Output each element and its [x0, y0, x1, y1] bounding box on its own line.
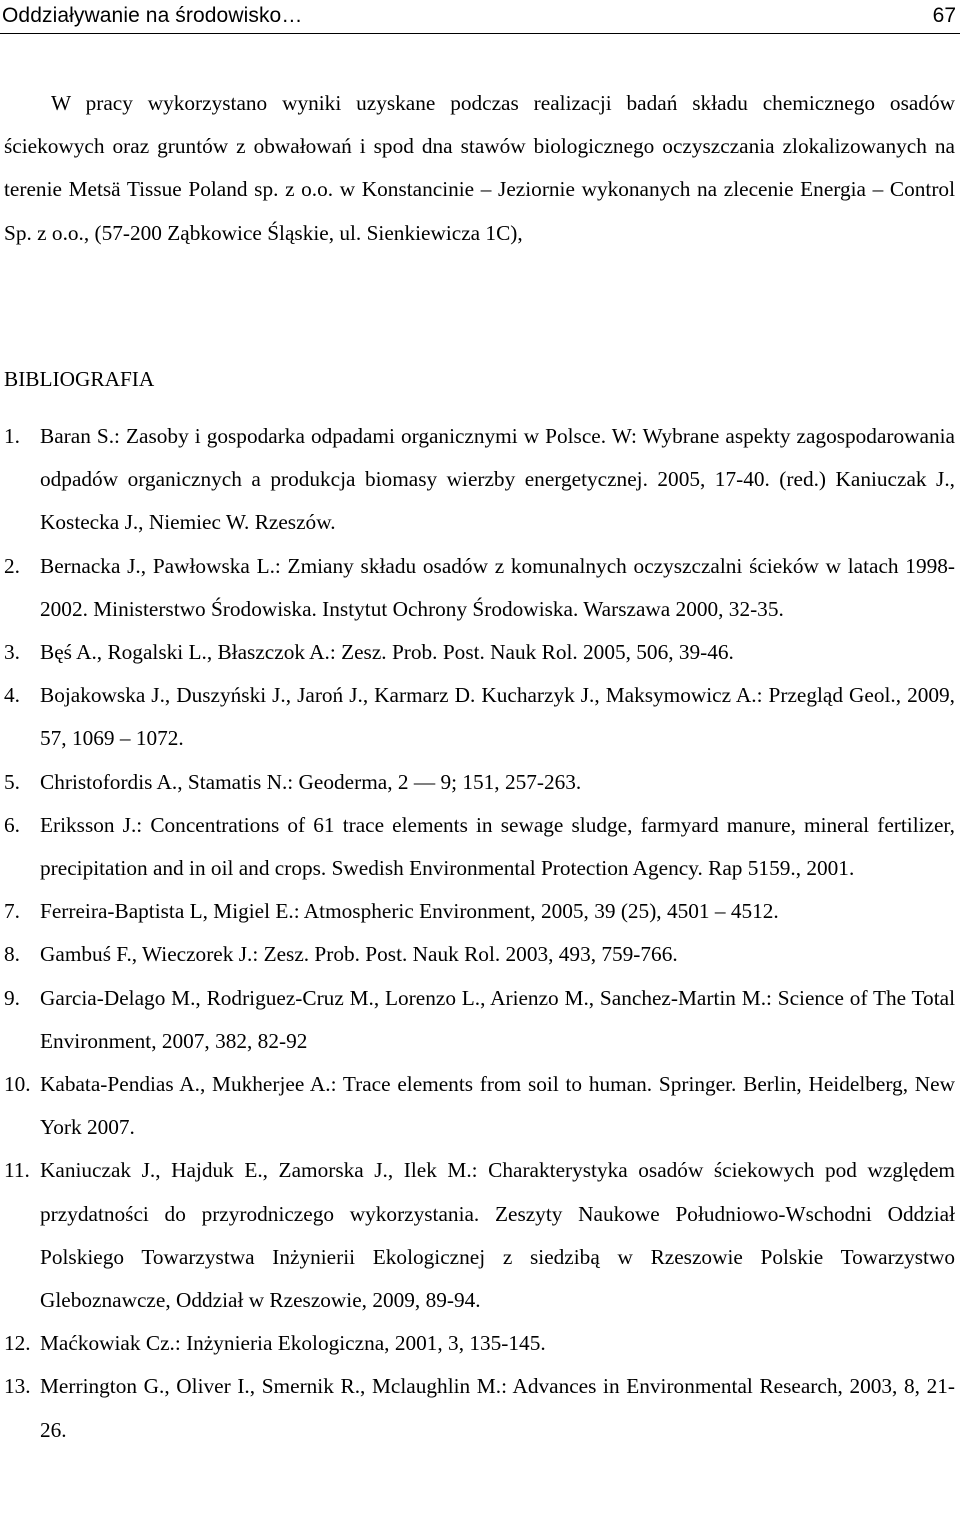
- reference-number: 6.: [4, 812, 20, 837]
- reference-number: 5.: [4, 769, 20, 794]
- reference-number: 11.: [4, 1158, 30, 1183]
- reference-text: Garcia-Delago M., Rodriguez-Cruz M., Lorenzo L., Arienzo M., Sanchez-Martin M.: Science of The Total Environment, 2007, 382, 82-92: [40, 985, 955, 1053]
- reference-text: Kaniuczak J., Hajduk E., Zamorska J., Ilek M.: Charakterystyka osadów ściekowych pod względem przydatności do przyrodniczego wykorzystania. Zeszyty Naukowe Południowo-Wschodni Oddział Polskiego Towarzystwa Inżynierii Ekologicznej z siedzibą w Rzeszowie Polskie Towarzystwo Gleboznawcze, Oddział w Rzeszowie, 2009, 89-94.: [40, 1158, 955, 1313]
- reference-item: [4, 933, 955, 976]
- reference-number: 1.: [4, 424, 20, 448]
- reference-number: 10.: [4, 1072, 31, 1097]
- reference-text: Gambuś F., Wieczorek J.: Zesz. Prob. Post. Nauk Rol. 2003, 493, 759-766.: [40, 942, 678, 967]
- page-number: 67: [932, 4, 956, 27]
- reference-item: [4, 631, 955, 674]
- page-header: [0, 0, 960, 34]
- reference-item: [4, 977, 955, 1063]
- reference-text: Bojakowska J., Duszyński J., Jaroń J., Karmarz D. Kucharzyk J., Maksymowicz A.: Przegląd Geol., 2009, 57, 1069 – 1072.: [40, 683, 955, 751]
- intro-paragraph: W pracy wykorzystano wyniki uzyskane podczas realizacji badań składu chemicznego osadów ściekowych oraz gruntów z obwałowań i spod dna stawów biologicznego oczyszczania zlokalizowanych na terenie Metsä Tissue Poland sp. z o.o. w Konstancinie – Jeziornie wykonanych na zlecenie Energia – Control Sp. z o.o., (57-200 Ząbkowice Śląskie, ul. Sienkiewicza 1C),: [4, 91, 955, 245]
- reference-item: [4, 415, 955, 545]
- reference-number: 3.: [4, 640, 20, 665]
- reference-text: Eriksson J.: Concentrations of 61 trace elements in sewage sludge, farmyard manure, mineral fertilizer, precipitation and in oil and crops. Swedish Environmental Protection Agency. Rap 5159., 2001.: [40, 812, 955, 881]
- reference-number: 2.: [4, 553, 20, 578]
- running-title: Oddziaływanie na środowisko…: [2, 4, 303, 27]
- reference-item: [4, 761, 955, 804]
- reference-text: Ferreira-Baptista L, Migiel E.: Atmospheric Environment, 2005, 39 (25), 4501 – 4512.: [40, 899, 779, 924]
- reference-item: [4, 1365, 955, 1451]
- reference-item: [4, 804, 955, 890]
- reference-item: [4, 545, 955, 631]
- reference-item: [4, 1063, 955, 1149]
- reference-text: Bęś A., Rogalski L., Błaszczok A.: Zesz. Prob. Post. Nauk Rol. 2005, 506, 39-46.: [40, 640, 734, 665]
- bibliography-heading: BIBLIOGRAFIA: [4, 367, 155, 391]
- reference-text: Maćkowiak Cz.: Inżynieria Ekologiczna, 2001, 3, 135-145.: [40, 1331, 546, 1356]
- reference-text: Kabata-Pendias A., Mukherjee A.: Trace elements from soil to human. Springer. Berlin, Heidelberg, New York 2007.: [40, 1072, 955, 1140]
- bibliography-list: [4, 415, 955, 1452]
- reference-number: 9.: [4, 985, 20, 1010]
- reference-number: 8.: [4, 942, 20, 967]
- reference-number: 12.: [4, 1331, 31, 1356]
- reference-text: Christofordis A., Stamatis N.: Geoderma, 2 — 9; 151, 257-263.: [40, 769, 582, 794]
- reference-number: 4.: [4, 683, 20, 708]
- reference-text: Bernacka J., Pawłowska L.: Zmiany składu osadów z komunalnych oczyszczalni ścieków w latach 1998-2002. Ministerstwo Środowiska. Instytut Ochrony Środowiska. Warszawa 2000, 32-35.: [40, 553, 955, 621]
- reference-item: [4, 674, 955, 760]
- reference-text: Baran S.: Zasoby i gospodarka odpadami organicznymi w Polsce. W: Wybrane aspekty zagospodarowania odpadów organicznych a produkcja biomasy wierzby energetycznej. 2005, 17-40. (red.) Kaniuczak J., Kostecka J., Niemiec W. Rzeszów.: [40, 424, 955, 535]
- reference-text: Merrington G., Oliver I., Smernik R., Mclaughlin M.: Advances in Environmental Research, 2003, 8, 21-26.: [40, 1374, 955, 1442]
- reference-number: 7.: [4, 899, 20, 924]
- reference-item: [4, 890, 955, 933]
- reference-item: [4, 1322, 955, 1365]
- reference-item: [4, 1149, 955, 1322]
- reference-number: 13.: [4, 1374, 31, 1399]
